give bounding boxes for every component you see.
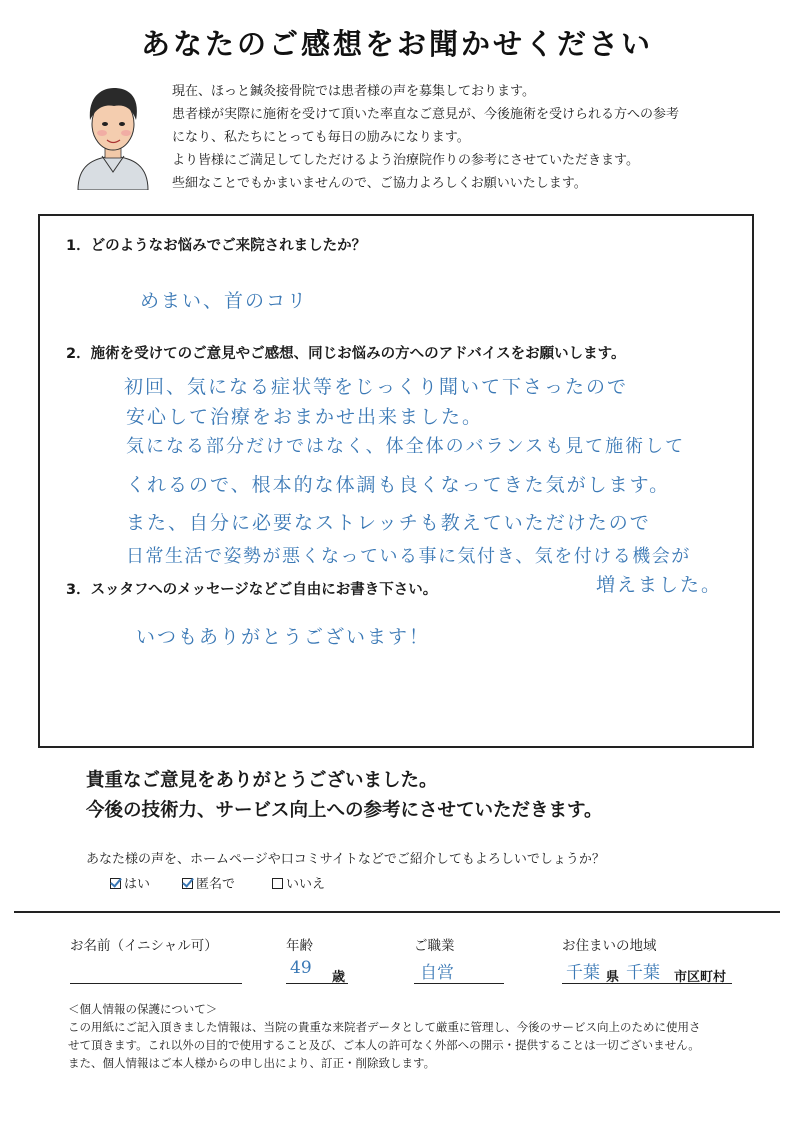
age-label: 年齢	[286, 938, 313, 954]
privacy-line: ＜個人情報の保護について＞	[68, 1002, 218, 1016]
city-field[interactable]: 千葉	[626, 963, 660, 983]
prefecture-field[interactable]: 千葉	[566, 963, 600, 983]
section-divider	[14, 911, 780, 913]
thanks-line-2: 今後の技術力、サービス向上への参考にさせていただきます。	[86, 800, 603, 821]
answer-2-line[interactable]: 気になる部分だけではなく、体全体のバランスも見て施術して	[126, 436, 686, 457]
page-title: あなたのご感想をお聞かせください	[140, 27, 653, 61]
age-unit: 歳	[332, 970, 346, 985]
answer-2-line[interactable]: また、自分に必要なストレッチも教えていただけたので	[126, 512, 651, 534]
privacy-line: この用紙にご記入頂きました情報は、当院の貴重な来院者データとして厳重に管理し、今後のサービス向上のために使用さ	[68, 1020, 701, 1034]
answer-2-line[interactable]: 安心して治療をおまかせ出来ました。	[126, 406, 484, 428]
age-underline	[286, 983, 348, 984]
answer-2-line[interactable]: 初回、気になる症状等をじっくり聞いて下さったので	[124, 376, 629, 398]
city-unit: 市区町村	[674, 970, 727, 985]
answer-2-line[interactable]: くれるので、根本的な体調も良くなってきた気がします。	[126, 474, 671, 496]
job-underline	[414, 983, 504, 984]
job-field[interactable]: 自営	[420, 963, 454, 983]
answer-2-line[interactable]: 増えました。	[596, 574, 723, 596]
yes-checkbox[interactable]	[110, 878, 121, 889]
intro-line: 現在、ほっと鍼灸接骨院では患者様の声を募集しております。	[172, 84, 535, 99]
area-underline	[562, 983, 732, 984]
consent-option-label: はい	[124, 877, 151, 892]
intro-line: になり、私たちにとっても毎日の励みになります。	[172, 130, 470, 145]
no-checkbox[interactable]	[272, 878, 283, 889]
intro-text	[172, 80, 772, 195]
consent-option-anonymous[interactable]	[182, 873, 235, 892]
staff-avatar-illustration	[72, 80, 154, 190]
answer-1-text[interactable]: めまい、首のコリ	[140, 290, 309, 312]
area-label: お住まいの地域	[562, 938, 657, 954]
thanks-line-1: 貴重なご意見をありがとうございました。	[86, 770, 438, 791]
job-label: ご職業	[414, 938, 455, 954]
consent-option-label: 匿名で	[196, 877, 236, 892]
question-2-label: 2．施術を受けてのご意見やご感想、同じお悩みの方へのアドバイスをお願いします。	[66, 346, 626, 362]
anonymous-checkbox[interactable]	[182, 878, 193, 889]
consent-option-yes[interactable]	[110, 873, 150, 892]
question-3-label: 3．スッタフへのメッセージなどご自由にお書き下さい。	[66, 582, 438, 598]
intro-line: より皆様にご満足してしただけるよう治療院作りの参考にさせていただきます。	[172, 153, 639, 168]
consent-question: あなた様の声を、ホームページや口コミサイトなどでご紹介してもよろしいでしょうか？	[86, 852, 605, 867]
intro-line: 患者様が実際に施術を受けて頂いた率直なご意見が、今後施術を受けられる方への参考	[172, 107, 680, 122]
age-field[interactable]: 49	[290, 958, 312, 978]
consent-option-no[interactable]	[272, 873, 325, 892]
intro-line: 些細なことでもかまいませんので、ご協力よろしくお願いいたします。	[172, 176, 587, 191]
name-underline	[70, 983, 242, 984]
answer-2-line[interactable]: 日常生活で姿勢が悪くなっている事に気付き、気を付ける機会が	[126, 546, 691, 567]
question-1-label: 1．どのようなお悩みでご来院されましたか？	[66, 238, 367, 254]
privacy-line: せて頂きます。これ以外の目的で使用すること及び、ご本人の許可なく外部への開示・提供することは一切ございません。	[68, 1038, 700, 1052]
prefecture-unit: 県	[606, 970, 620, 985]
questionnaire-box	[38, 214, 754, 748]
consent-option-label: いいえ	[286, 877, 326, 892]
name-label: お名前（イニシャル可）	[70, 938, 218, 954]
privacy-line: また、個人情報はご本人様からの申し出により、訂正・削除致します。	[68, 1056, 436, 1070]
answer-3-text[interactable]: いつもありがとうございます！	[136, 626, 431, 648]
privacy-notice	[68, 1000, 768, 1072]
